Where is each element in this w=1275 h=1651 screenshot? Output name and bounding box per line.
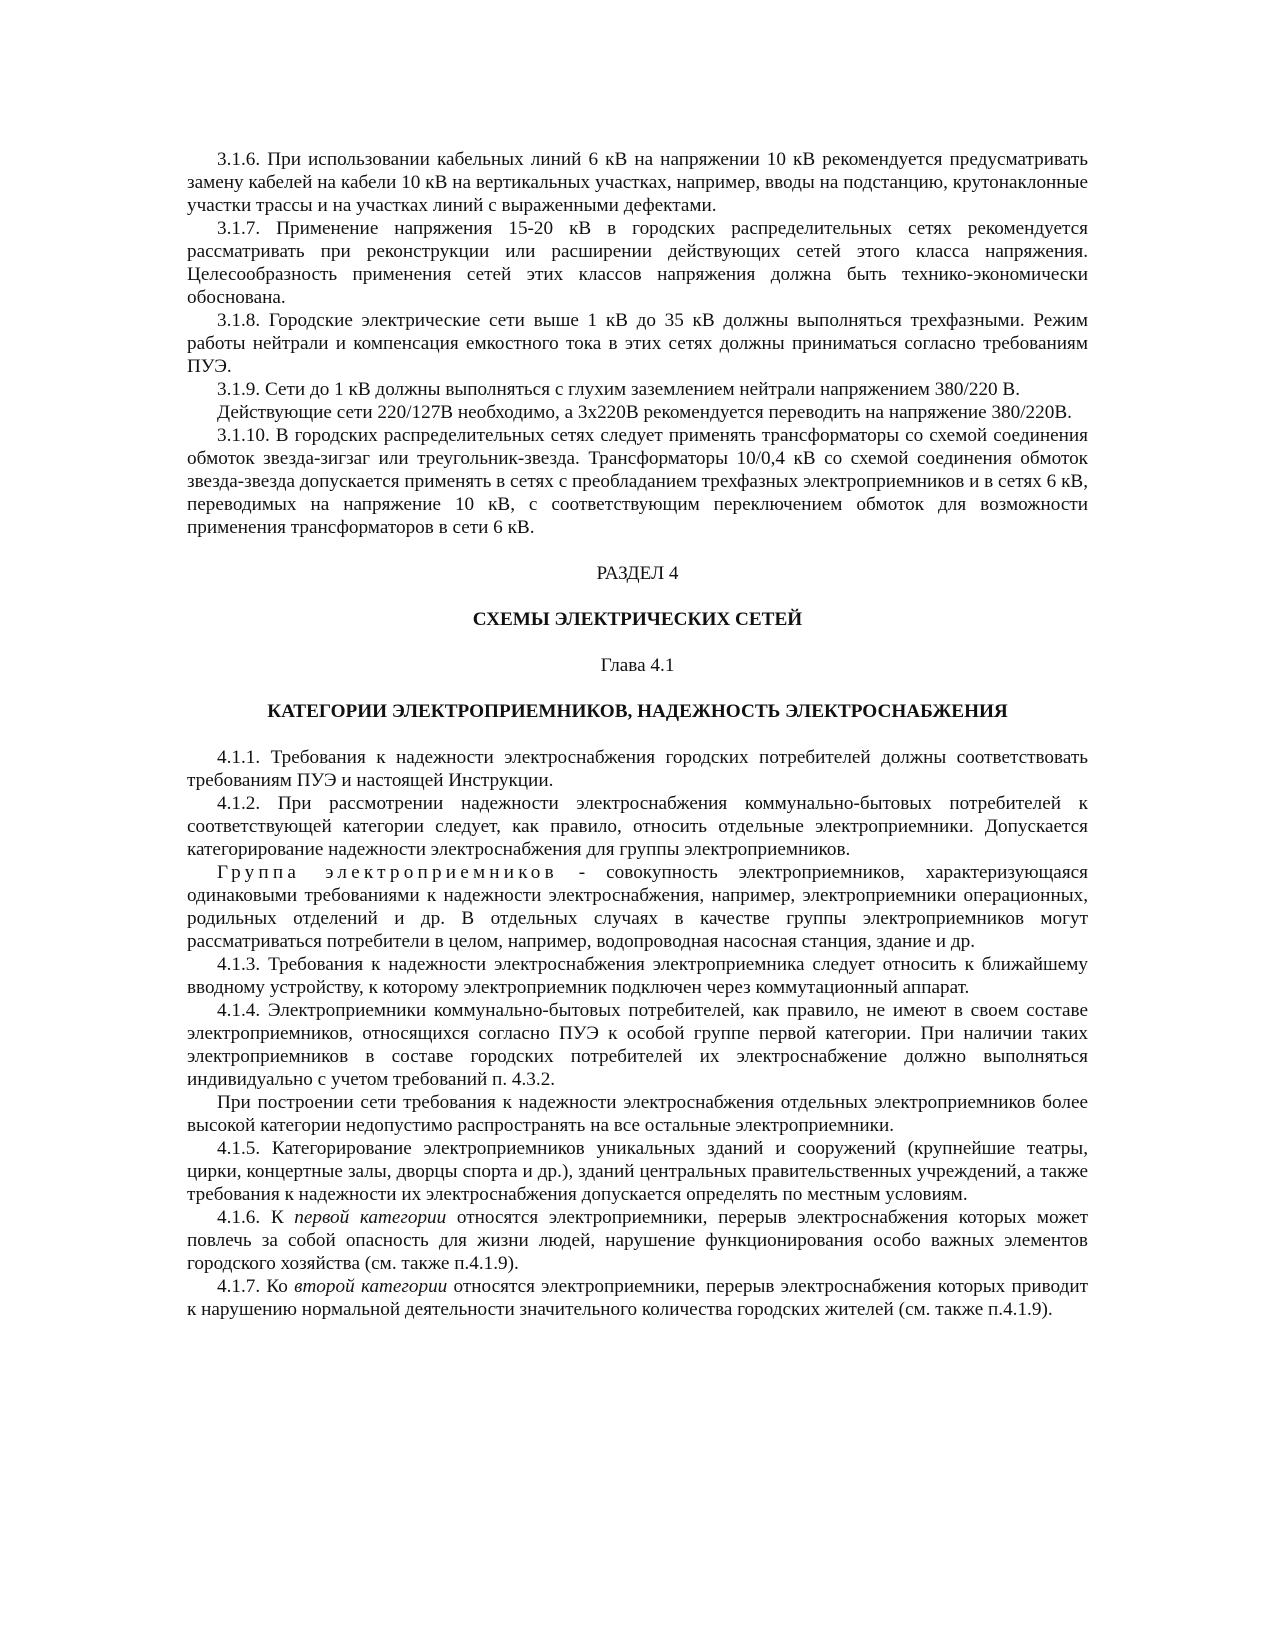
section-number: РАЗДЕЛ 4: [596, 563, 679, 584]
paragraph-4-1-1: 4.1.1. Требования к надежности электроснабжения городских потребителей должны соответствовать требованиям ПУЭ и настоящей Инструкции.: [187, 747, 1088, 791]
paragraph-3-1-9-continued: Действующие сети 220/127В необходимо, а 3х220В рекомендуется переводить на напряжение 380/220В.: [217, 402, 1072, 423]
p417-end: относятся электроприемники, перерыв электроснабжения которых приводит к нарушению нормальной деятельности значительного количества городских жителей (см. также п.4.1.9).: [187, 1276, 1089, 1320]
section-title: СХЕМЫ ЭЛЕКТРИЧЕСКИХ СЕТЕЙ: [472, 609, 803, 630]
paragraph-4-1-4-continued: При построении сети требования к надежности электроснабжения отдельных электроприемников более высокой категории недопустимо распространять на все остальные электроприемники.: [187, 1092, 1088, 1136]
paragraph-4-1-7: [187, 1275, 1088, 1321]
p416-start: 4.1.6. К: [217, 1207, 295, 1228]
group-definition-text: - совокупность электроприемников, характеризующаяся одинаковыми требованиями к надежности электроснабжения, например, электроприемники операционных, родильных отделений и др. В отдельных случаях в качестве группы электроприемников могут рассматриваться потребители в целом, например, водопроводная насосная станция, здание и др.: [187, 862, 1088, 952]
paragraph-4-1-6: [187, 1206, 1088, 1275]
paragraph-3-1-7: 3.1.7. Применение напряжения 15-20 кВ в городских распределительных сетях рекомендуется рассматривать при реконструкции или расширении действующих сетей этого класса напряжения. Целесообразность применения сетей этих классов напряжения должна быть технико-экономически обоснована.: [187, 218, 1088, 308]
paragraph-3-1-9: 3.1.9. Сети до 1 кВ должны выполняться с глухим заземлением нейтрали напряжением 380/220 В.: [217, 379, 1021, 400]
paragraph-3-1-6: 3.1.6. При использовании кабельных линий 6 кВ на напряжении 10 кВ рекомендуется предусматривать замену кабелей на кабели 10 кВ на вертикальных участках, например, вводы на подстанцию, крутонаклонные участки трассы и на участках линий с выраженными дефектами.: [187, 149, 1088, 216]
paragraph-group-definition: [187, 861, 1088, 953]
chapter-title: КАТЕГОРИИ ЭЛЕКТРОПРИЕМНИКОВ, НАДЕЖНОСТЬ ЭЛЕКТРОСНАБЖЕНИЯ: [267, 701, 1008, 722]
paragraph-3-1-10: 3.1.10. В городских распределительных сетях следует применять трансформаторы со схемой соединения обмоток звезда-зигзаг или треугольник-звезда. Трансформаторы 10/0,4 кВ со схемой соединения обмоток звезда-звезда допускается применять в сетях с преобладанием трехфазных электроприемников и в сетях 6 кВ, переводимых на напряжение 10 кВ, с соответствующим переключением обмоток для возможности применения трансформаторов в сети 6 кВ.: [187, 425, 1088, 538]
document-page: [187, 148, 1088, 1321]
second-category-term: второй категории: [294, 1276, 448, 1297]
p417-start: 4.1.7. Ко: [217, 1276, 295, 1297]
group-term: Группа электроприемников: [217, 862, 558, 883]
paragraph-4-1-2: 4.1.2. При рассмотрении надежности электроснабжения коммунально-бытовых потребителей к соответствующей категории следует, как правило, относить отдельные электроприемники. Допускается категорирование надежности электроснабжения для группы электроприемников.: [187, 793, 1088, 860]
paragraph-3-1-8: 3.1.8. Городские электрические сети выше 1 кВ до 35 кВ должны выполняться трехфазными. Режим работы нейтрали и компенсация емкостного тока в этих сетях должны приниматься согласно требованиям ПУЭ.: [187, 310, 1088, 377]
paragraph-4-1-4: 4.1.4. Электроприемники коммунально-бытовых потребителей, как правило, не имеют в своем составе электроприемников, относящихся согласно ПУЭ к особой группе первой категории. При наличии таких электроприемников в составе городских потребителей их электроснабжение должно выполняться индивидуально с учетом требований п. 4.3.2.: [187, 1000, 1088, 1090]
paragraph-4-1-5: 4.1.5. Категорирование электроприемников уникальных зданий и сооружений (крупнейшие театры, цирки, концертные залы, дворцы спорта и др.), зданий центральных правительственных учреждений, а также требования к надежности их электроснабжения допускается определять по местным условиям.: [187, 1138, 1088, 1205]
p416-end: относятся электроприемники, перерыв электроснабжения которых может повлечь за собой опасность для жизни людей, нарушение функционирования особо важных элементов городского хозяйства (см. также п.4.1.9).: [187, 1207, 1088, 1274]
chapter-number: Глава 4.1: [600, 655, 675, 676]
paragraph-4-1-3: 4.1.3. Требования к надежности электроснабжения электроприемника следует относить к ближайшему вводному устройству, к которому электроприемник подключен через коммутационный аппарат.: [187, 954, 1088, 998]
first-category-term: первой категории: [294, 1207, 447, 1228]
